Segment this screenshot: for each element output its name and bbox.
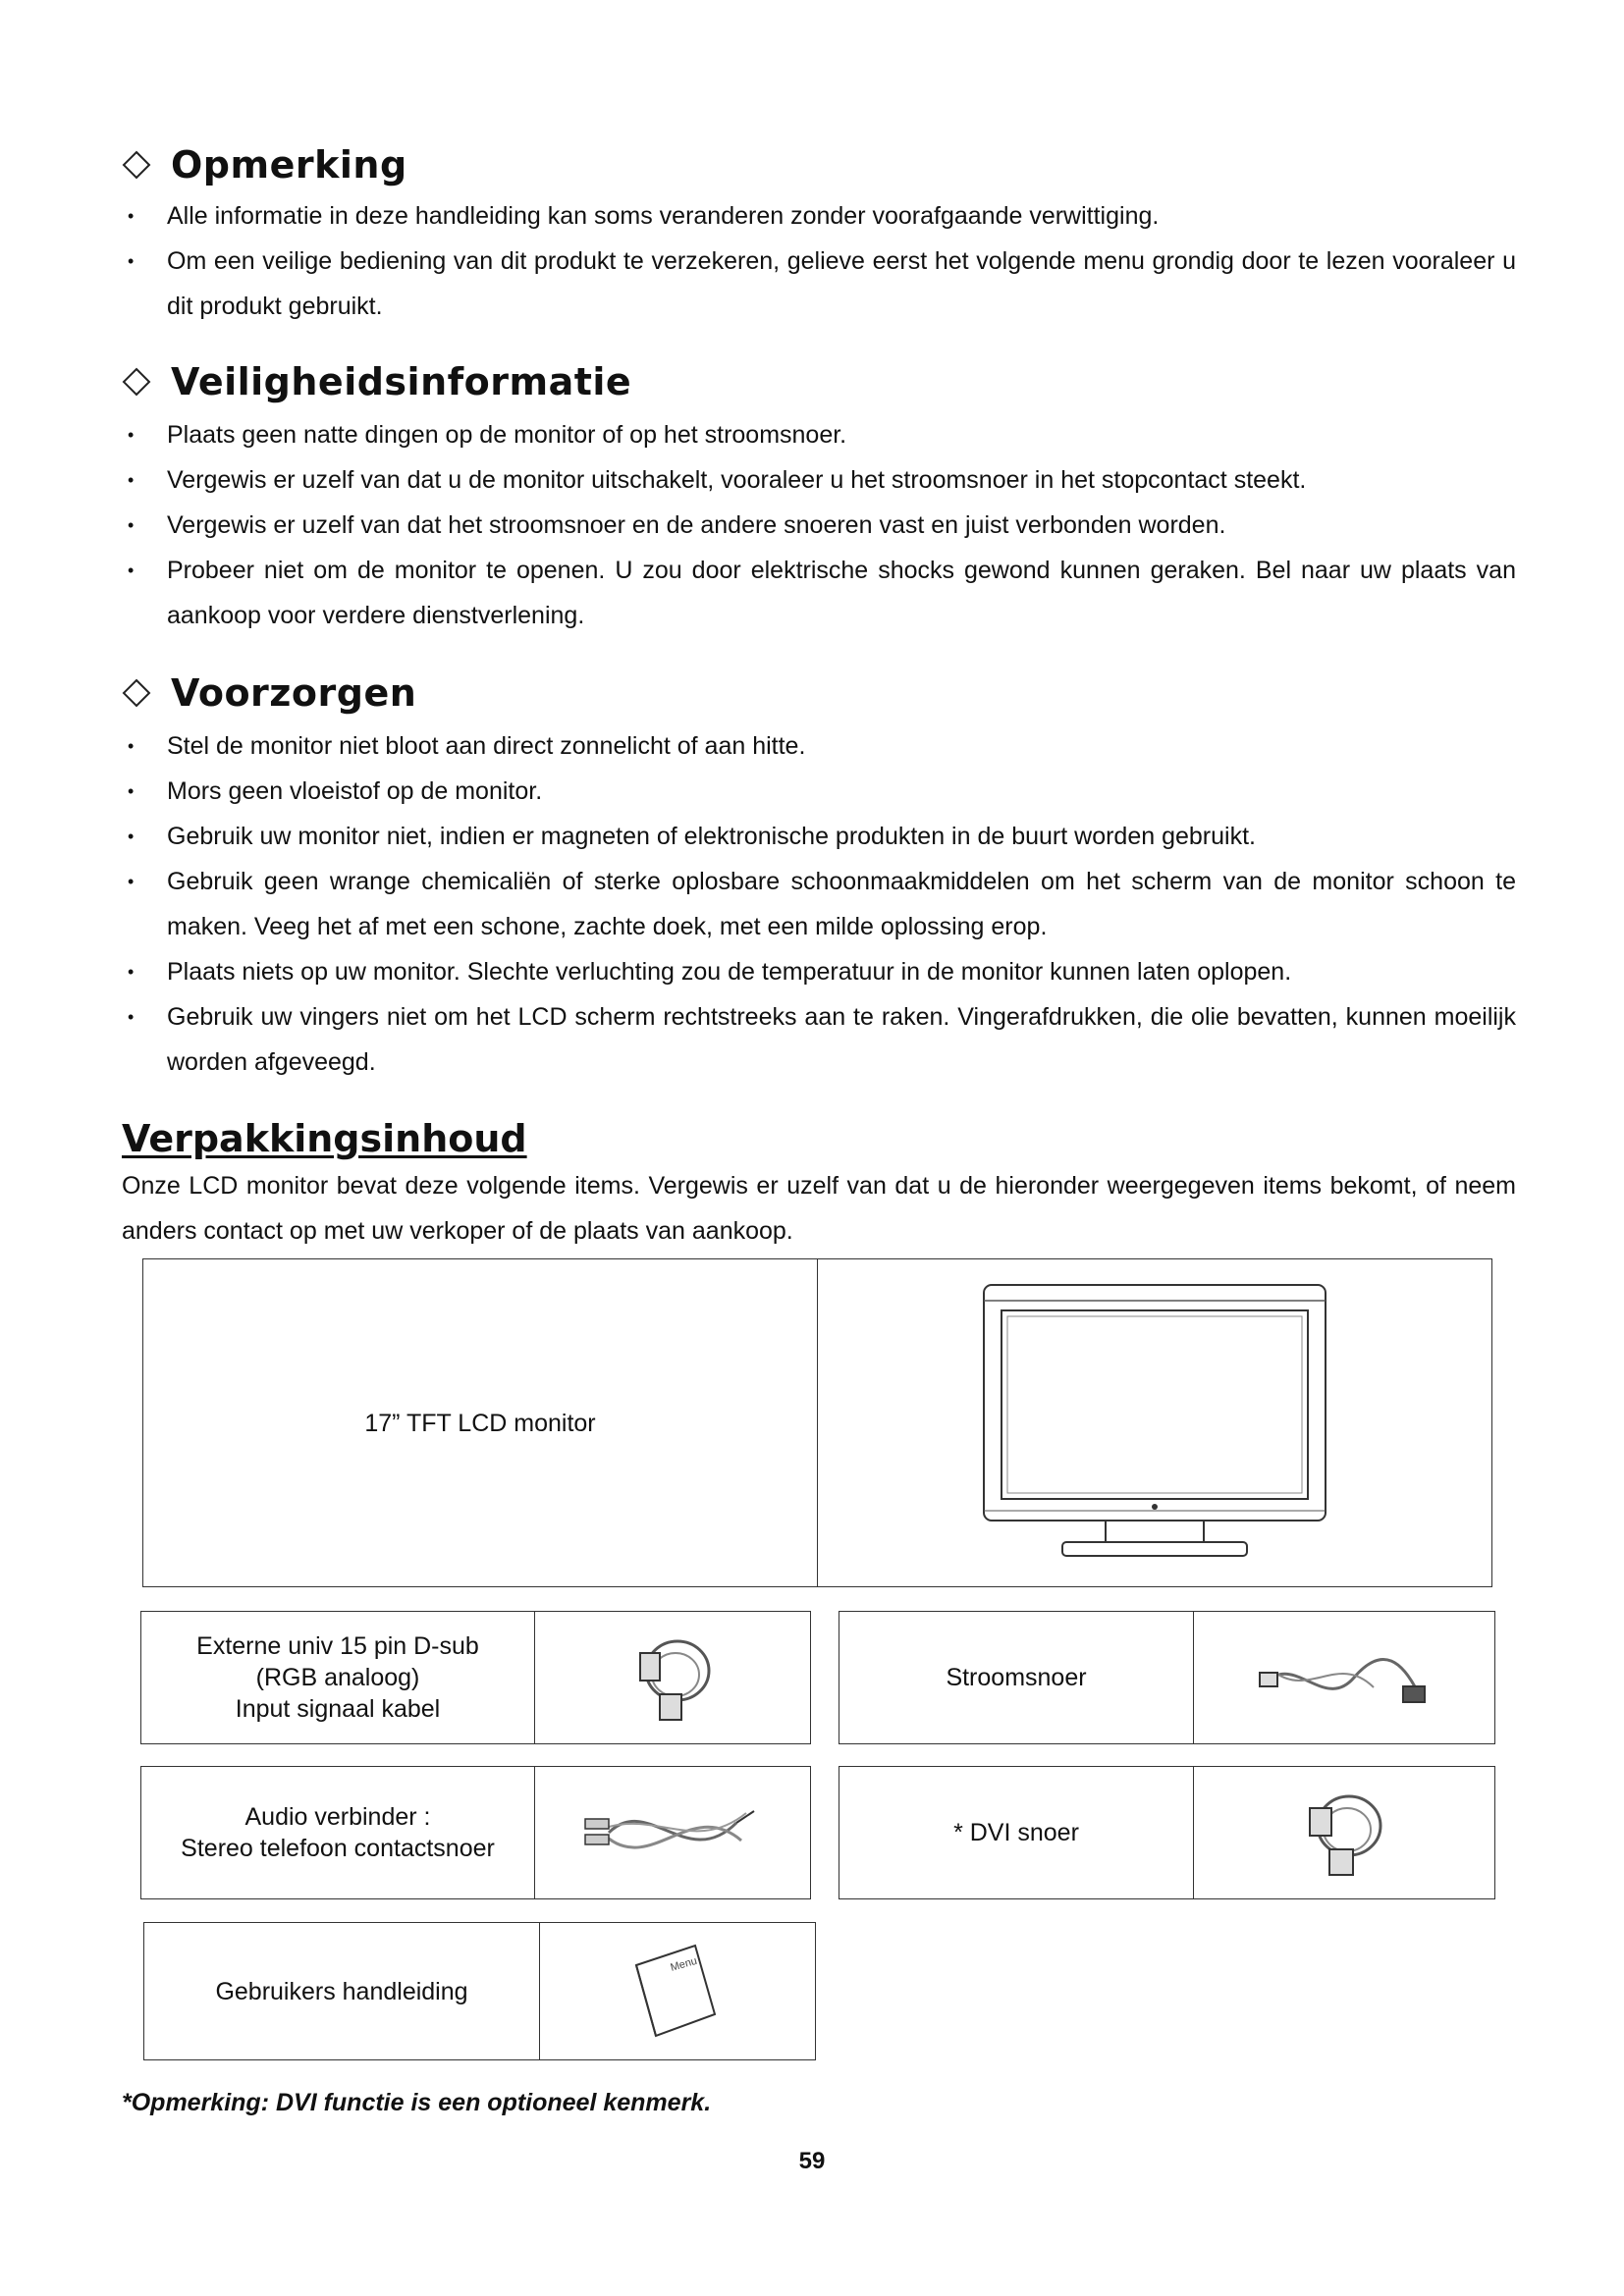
section-title: Veiligheidsinformatie <box>171 360 632 403</box>
dvi-cable-icon <box>1290 1779 1398 1887</box>
section-heading-opmerking <box>122 143 407 187</box>
list-item: • Gebruik geen wrange chemicaliën of sterke oplosbare schoonmaakmiddelen om het scherm van de monitor schoon te maken. Veeg het af met een schone, zachte doek, met een milde oplossing erop. <box>122 859 1516 949</box>
item-image <box>535 1767 810 1898</box>
list-item: • Probeer niet om de monitor te openen. U zou door elektrische shocks gewond kunnen geraken. Bel naar uw plaats van aankoop voor verdere dienstverlening. <box>122 548 1516 638</box>
item-dsub-cable <box>140 1611 811 1744</box>
item-image <box>818 1259 1491 1586</box>
manual-booklet-icon <box>628 1938 727 2046</box>
section-heading-veiligheidsinformatie <box>122 360 631 403</box>
list-item: • Stel de monitor niet bloot aan direct zonnelicht of aan hitte. <box>122 723 1516 769</box>
item-label: Stroomsnoer <box>839 1612 1194 1743</box>
item-label: Audio verbinder : Stereo telefoon contactsnoer <box>141 1767 535 1898</box>
diamond-icon <box>122 367 151 397</box>
audio-cable-icon <box>579 1784 766 1882</box>
section-title: Opmerking <box>171 143 407 187</box>
package-title: Verpakkingsinhoud <box>122 1117 527 1160</box>
item-image <box>1194 1612 1494 1743</box>
item-label: Externe univ 15 pin D-sub (RGB analoog) Input signaal kabel <box>141 1612 535 1743</box>
item-power-cord <box>839 1611 1495 1744</box>
diamond-icon <box>122 150 151 180</box>
power-cord-icon <box>1256 1633 1433 1722</box>
list-item: • Plaats geen natte dingen op de monitor of op het stroomsnoer. <box>122 412 1516 457</box>
item-user-manual <box>143 1922 816 2060</box>
item-label: * DVI snoer <box>839 1767 1194 1898</box>
list-item: • Plaats niets op uw monitor. Slechte verluchting zou de temperatuur in de monitor kunnen laten oplopen. <box>122 949 1516 994</box>
bullet-list-veiligheid <box>122 412 1516 638</box>
item-image <box>540 1923 815 2059</box>
item-monitor <box>142 1258 1492 1587</box>
bullet-list-voorzorgen <box>122 723 1516 1085</box>
list-item: • Mors geen vloeistof op de monitor. <box>122 769 1516 814</box>
list-item: • Vergewis er uzelf van dat het stroomsnoer en de andere snoeren vast en juist verbonden worden. <box>122 503 1516 548</box>
lcd-monitor-illustration <box>978 1281 1331 1566</box>
footnote: *Opmerking: DVI functie is een optioneel kenmerk. <box>122 2089 712 2116</box>
item-label: 17” TFT LCD monitor <box>143 1259 818 1586</box>
list-item: • Alle informatie in deze handleiding kan soms veranderen zonder voorafgaande verwittiging. <box>122 193 1516 239</box>
item-audio-cable <box>140 1766 811 1899</box>
item-image <box>1194 1767 1494 1898</box>
bullet-list-opmerking <box>122 193 1516 329</box>
item-dvi-cable <box>839 1766 1495 1899</box>
section-heading-voorzorgen <box>122 671 416 715</box>
list-item: • Gebruik uw monitor niet, indien er magneten of elektronische produkten in de buurt worden gebruikt. <box>122 814 1516 859</box>
diamond-icon <box>122 678 151 708</box>
package-intro: Onze LCD monitor bevat deze volgende items. Vergewis er uzelf van dat u de hieronder weergegeven items bekomt, of neem anders contact op met uw verkoper of de plaats van aankoop. <box>122 1172 1516 1245</box>
list-item: • Om een veilige bediening van dit produkt te verzekeren, gelieve eerst het volgende menu grondig door te lezen vooraleer u dit produkt gebruikt. <box>122 239 1516 329</box>
vga-cable-icon <box>619 1624 727 1732</box>
manual-cover-text: Menu <box>669 1954 699 1974</box>
list-item: • Vergewis er uzelf van dat u de monitor uitschakelt, vooraleer u het stroomsnoer in het stopcontact steekt. <box>122 457 1516 503</box>
item-image <box>535 1612 810 1743</box>
section-title: Voorzorgen <box>171 671 417 715</box>
item-label: Gebruikers handleiding <box>144 1923 540 2059</box>
list-item: • Gebruik uw vingers niet om het LCD scherm rechtstreeks aan te raken. Vingerafdrukken, die olie bevatten, kunnen moeilijk worden afgeveegd. <box>122 994 1516 1085</box>
page-number: 59 <box>798 2148 826 2174</box>
